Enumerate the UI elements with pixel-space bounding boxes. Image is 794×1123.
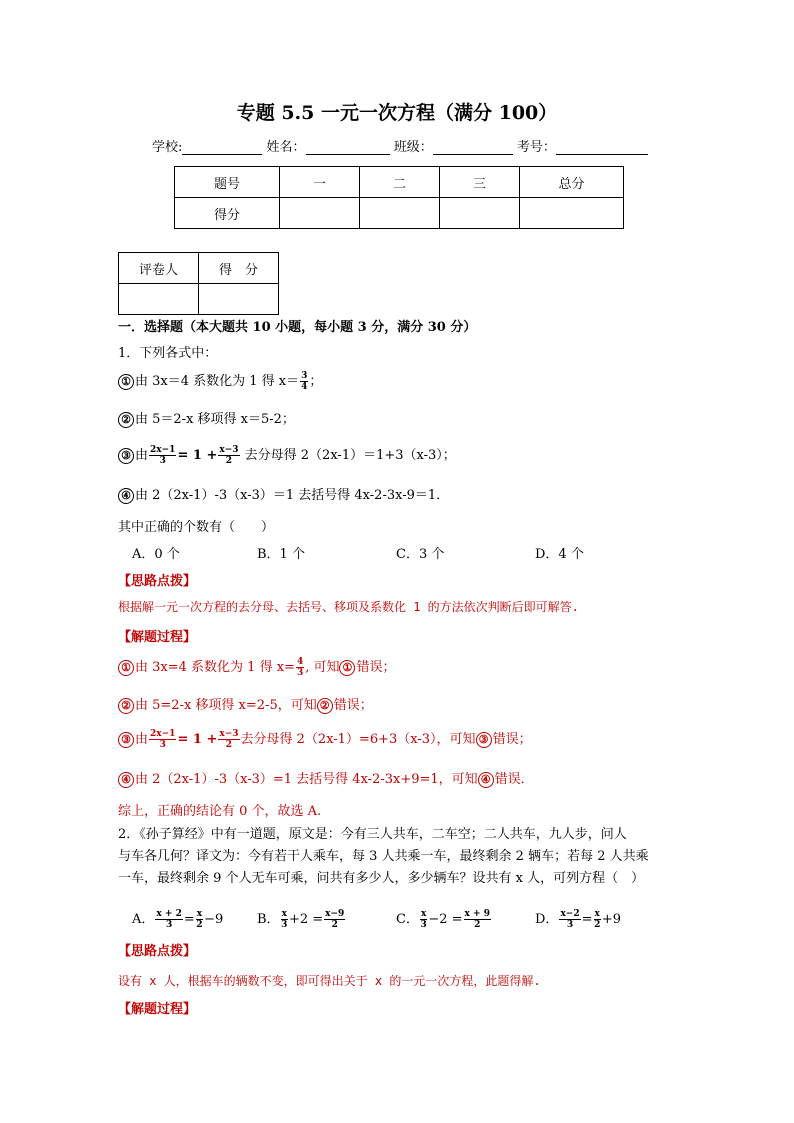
option-b[interactable]: B．1 个 [257,547,305,562]
frac-den: 3 [420,920,427,930]
q2-solution-label: 【解题过程】 [118,1002,197,1017]
q1-item-2 [118,408,295,428]
frac-den: 2 [225,456,233,466]
question-1-stem: 1．下列各式中： [118,346,218,361]
frac-den: 2 [196,920,203,930]
frac-num: x [281,909,287,919]
class-label: 班级： [393,140,433,155]
score-cell[interactable] [440,198,520,229]
frac-num: x [594,909,600,919]
frac-num: 2x−1 [150,445,176,455]
frac-num: x + 2 [156,909,182,919]
option-a[interactable] [132,908,257,930]
frac-den: 3 [281,920,288,930]
q2-hint-label: 【思路点拨】 [118,944,197,959]
reviewer-table [118,252,279,315]
section-heading: 一．选择题（本大题共 10 小题，每小题 3 分，满分 30 分） [118,320,477,335]
score-cell[interactable] [360,198,440,229]
marker-1: ① [118,374,134,390]
frac-den: 2 [331,920,338,930]
q1-options [132,543,584,562]
header-cell: 三 [440,167,520,198]
frac-den: 3 [165,920,173,930]
option-a[interactable]: A．0 个 [132,547,180,562]
frac-den: 2 [594,920,601,930]
header-cell: 二 [360,167,440,198]
solution-text: 去分母得 2（2x-1）=6+3（x-3），可知 [240,732,476,747]
q1-hint: 根据解一元一次方程的去分母、去括号、移项及系数化 1 的方法依次判断后即可解答. [118,600,579,614]
option-label: A． [132,912,155,927]
score-cell[interactable] [199,284,279,315]
solution-text: = 1 + [177,732,218,747]
q1-solution-1 [118,656,395,678]
frac-num: x−9 [325,909,345,919]
q1-solution-label: 【解题过程】 [118,630,197,645]
option-text: = [581,912,593,927]
exam-no-blank[interactable] [556,140,648,155]
marker-3: ③ [118,448,134,464]
frac-num: x [420,909,427,919]
option-text: −9 [204,912,224,927]
marker-1: ① [339,660,355,676]
frac-num: 4 [296,657,304,667]
item-text: 由 5＝2-x 移项得 x＝5-2； [135,412,295,427]
option-d[interactable] [535,908,621,930]
frac-den: 2 [474,920,481,930]
q1-hint-label: 【思路点拨】 [118,574,197,589]
header-cell: 题号 [175,167,280,198]
solution-text: 错误； [492,732,532,747]
q1-solution-3 [118,728,532,750]
score-table [174,166,624,229]
option-d[interactable]: D．4 个 [535,547,584,562]
q2-hint: 设有 x 人，根据车的辆数不变，即可得出关于 x 的一元一次方程，此题得解. [118,974,541,988]
q1-item-3 [118,444,456,466]
header-cell: 一 [280,167,360,198]
marker-3: ③ [476,732,492,748]
frac-num: x−2 [560,909,580,919]
marker-2: ② [317,698,333,714]
item-text: ； [309,374,323,389]
q1-solution-2 [118,694,373,714]
reviewer-header: 评卷人 [119,253,199,284]
q1-solution-4 [118,768,534,788]
school-label: 学校: [152,140,183,155]
q2-options [132,908,621,930]
name-blank[interactable] [306,140,390,155]
option-text: −2 = [428,912,463,927]
class-blank[interactable] [433,140,513,155]
q1-item-4 [118,484,449,504]
stem-line: 一车，最终剩余 9 个人无车可乘，问共有多少人，多少辆车？设共有 x 人，可列方程（ ） [118,871,645,886]
option-text: +9 [601,912,622,927]
marker-4: ④ [478,772,494,788]
score-cell[interactable] [520,198,624,229]
reviewer-cell[interactable] [119,284,199,315]
score-table-row [175,198,624,229]
option-b[interactable] [257,908,396,930]
frac-num: 3 [301,371,308,381]
frac-num: x [196,909,203,919]
frac-num: 2x−1 [150,729,176,739]
solution-text: 错误； [333,698,373,713]
item-text: 由 3x＝4 系数化为 1 得 x＝ [135,374,300,389]
frac-num: x−3 [219,445,239,455]
marker-1: ① [118,660,134,676]
frac-den: 2 [225,740,233,750]
solution-text: 由 [135,732,149,747]
solution-text: 由 3x=4 系数化为 1 得 x= [135,660,295,675]
stem-line: 2．《孙子算经》中有一道题，原文是：今有三人共车，二车空；二人共车，九人步，问人 [118,827,627,842]
option-label: C． [396,912,419,927]
marker-3: ③ [118,732,134,748]
marker-4: ④ [118,772,134,788]
frac-den: 3 [159,740,166,750]
student-info-line [152,136,648,155]
item-text: 去分母得 2（2x-1）＝1+3（x-3）； [240,448,456,463]
name-label: 姓名： [266,140,306,155]
solution-text: , 可知 [305,660,340,675]
frac-num: x + 9 [464,909,490,919]
solution-text: 由 2（2x-1）-3（x-3）=1 去括号得 4x-2-3x+9=1，可知 [135,772,478,787]
solution-text: 错误； [356,660,396,675]
page-title: 专题 5.5 一元一次方程（满分 100） [236,102,558,124]
option-label: B． [257,912,280,927]
marker-2: ② [118,698,134,714]
item-text: = 1 + [177,448,218,463]
frac-den: 4 [301,382,308,392]
score-header: 得 分 [199,253,279,284]
item-text: 由 [135,448,149,463]
exam-no-label: 考号： [516,140,556,155]
item-text: 由 2（2x-1）-3（x-3）＝1 去括号得 4x-2-3x-9＝1． [135,488,450,503]
frac-den: 3 [159,456,166,466]
header-cell: 总分 [520,167,624,198]
solution-text: 错误． [494,772,534,787]
q1-conclusion: 综上，正确的结论有 0 个，故选 A. [118,804,322,819]
frac-num: x−3 [219,729,239,739]
stem-line: 与车各几何？译文为：今有若干人乘车，每 3 人共乘一车，最终剩余 2 辆车；若每 2 人共乘 [118,849,649,864]
option-label: D． [535,912,559,927]
score-cell[interactable] [280,198,360,229]
frac-den: 3 [296,668,304,678]
solution-text: 由 5=2-x 移项得 x=2-5，可知 [135,698,317,713]
option-c[interactable]: C．3 个 [396,547,445,562]
frac-den: 3 [566,920,574,930]
question-2-stem [118,824,678,890]
q1-item-1 [118,370,322,392]
option-c[interactable] [396,908,535,930]
score-table-header [175,167,624,198]
marker-4: ④ [118,488,134,504]
q1-ask: 其中正确的个数有（ ） [118,520,275,535]
row-label: 得分 [175,198,280,229]
school-blank[interactable] [182,140,262,155]
option-text: = [183,912,195,927]
marker-2: ② [118,412,134,428]
option-text: +2 = [288,912,324,927]
